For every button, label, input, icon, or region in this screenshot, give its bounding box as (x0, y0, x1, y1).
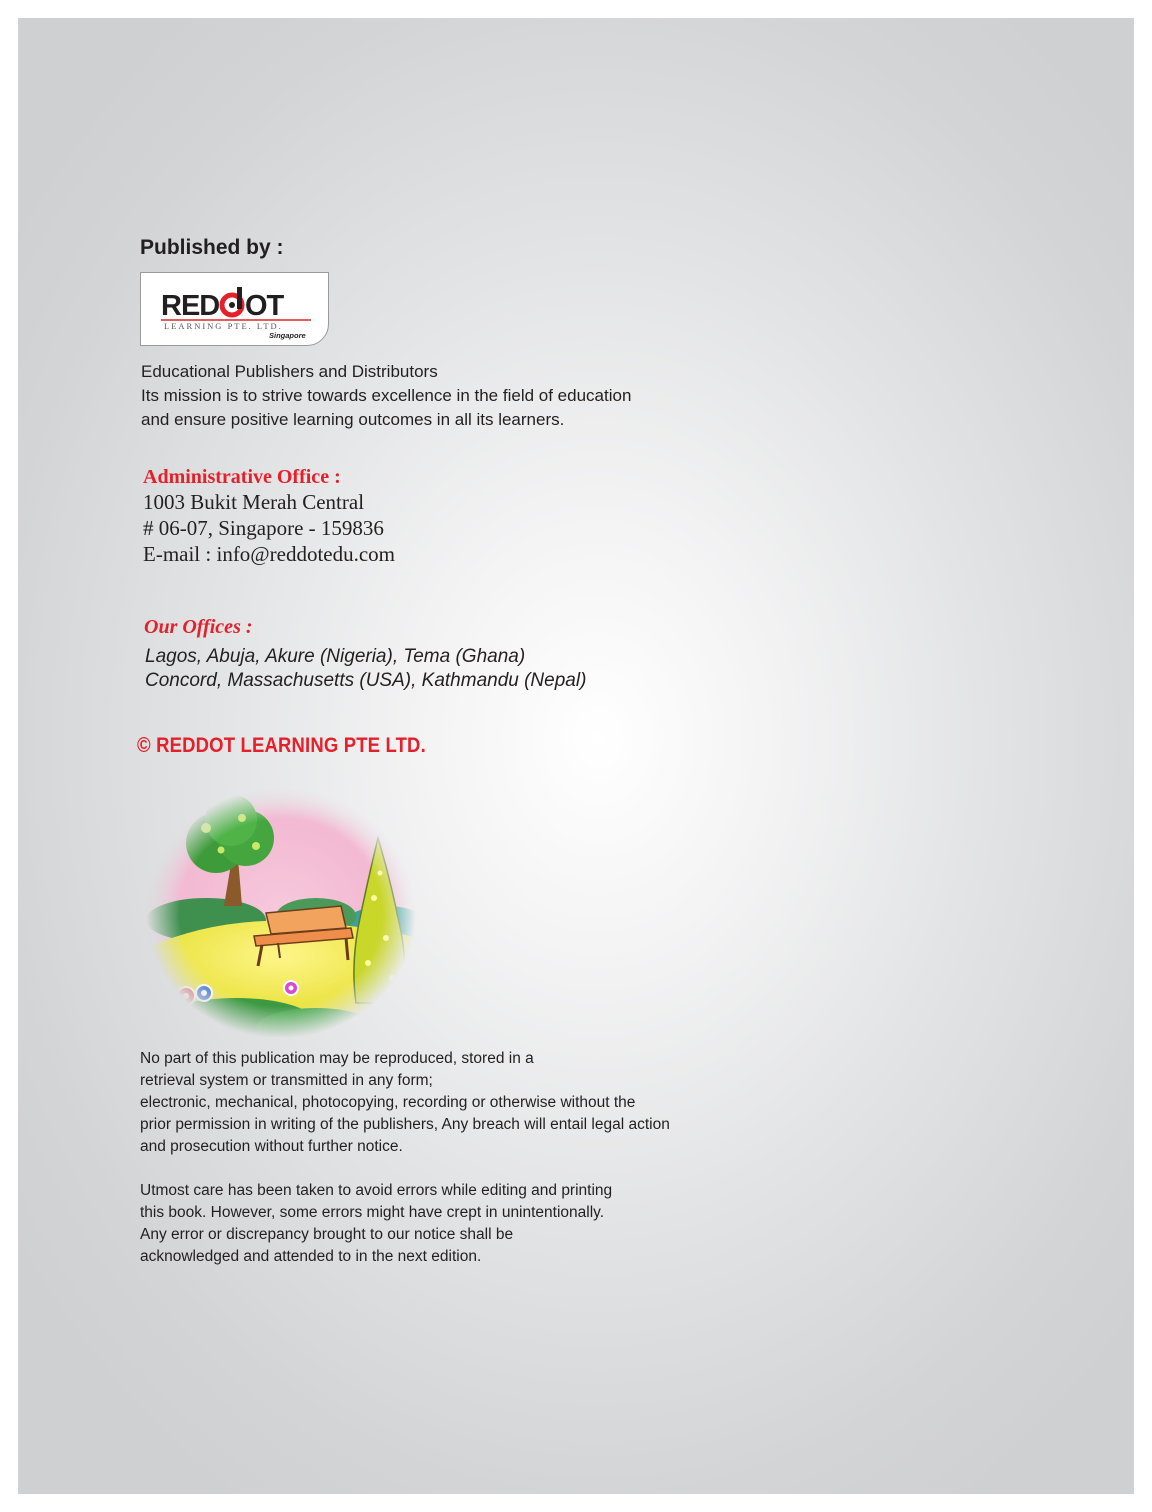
copyright-page (18, 18, 1134, 1494)
admin-office-heading: Administrative Office : (143, 466, 341, 488)
notice-2-line-1: Utmost care has been taken to avoid errors while editing and printing (140, 1182, 613, 1199)
notice-1-line-4: prior permission in writing of the publishers, Any breach will entail legal action (140, 1116, 670, 1133)
intro-line-3: and ensure positive learning outcomes in all its learners. (141, 410, 565, 429)
notice-2-line-4: acknowledged and attended to in the next edition. (140, 1248, 482, 1265)
admin-address-line-1: 1003 Bukit Merah Central (143, 490, 365, 514)
intro-line-1: Educational Publishers and Distributors (141, 362, 438, 381)
admin-address-line-2: # 06-07, Singapore - 159836 (143, 516, 384, 540)
reddot-logo-graphic (141, 273, 330, 347)
copyright-notice: © REDDOT LEARNING PTE LTD. (137, 734, 426, 757)
notice-1-line-2: retrieval system or transmitted in any form; (140, 1072, 433, 1089)
our-offices-heading: Our Offices : (144, 616, 253, 638)
publisher-logo (140, 272, 329, 346)
intro-line-2: Its mission is to strive towards excellence in the field of education (141, 386, 632, 405)
notice-1-line-1: No part of this publication may be reproduced, stored in a (140, 1050, 534, 1067)
park-bench-illustration (146, 788, 416, 1038)
offices-line-2: Concord, Massachusetts (USA), Kathmandu (Nepal) (145, 670, 587, 691)
notice-1-line-5: and prosecution without further notice. (140, 1138, 403, 1155)
svg-text:LEARNING PTE. LTD.: LEARNING PTE. LTD. (164, 321, 283, 331)
published-by-label: Published by : (140, 236, 284, 259)
notice-2-line-2: this book. However, some errors might have crept in unintentionally. (140, 1204, 605, 1221)
svg-text:Singapore: Singapore (269, 331, 306, 340)
svg-text:OT: OT (245, 290, 284, 322)
offices-line-1: Lagos, Abuja, Akure (Nigeria), Tema (Ghana) (145, 646, 526, 667)
notice-1-line-3: electronic, mechanical, photocopying, recording or otherwise without the (140, 1094, 636, 1111)
notice-2-line-3: Any error or discrepancy brought to our notice shall be (140, 1226, 514, 1243)
admin-email-line: E-mail : info@reddotedu.com (143, 542, 396, 566)
svg-text:RED: RED (161, 290, 220, 322)
